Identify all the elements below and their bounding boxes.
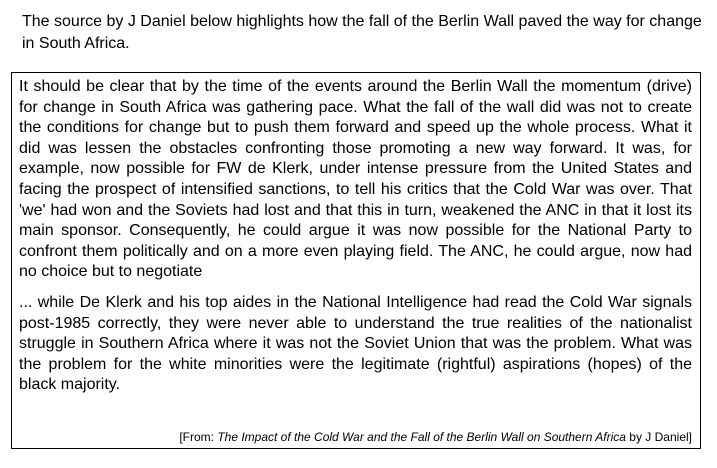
source-paragraph-2: ... while De Klerk and his top aides in the National Intelligence had read the Cold War signals post-1985 correctly, they were never able to understand the true realities of the nationalist struggle in Southern Africa where it was not the Soviet Union that was the problem. What was the problem for the white minorities were the legitimate (rightful) aspirations (hopes) of the black majority. — [19, 293, 692, 394]
intro-text: The source by J Daniel below highlights how the fall of the Berlin Wall paved the way for change in South Africa. — [22, 13, 702, 52]
citation-prefix: [From: — [179, 430, 218, 444]
citation-title: The Impact of the Cold War and the Fall of the Berlin Wall on Southern Africa — [217, 430, 626, 444]
source-paragraph-1: It should be clear that by the time of the events around the Berlin Wall the momentum (drive) for change in South Africa was gathering pace. What the fall of the wall did was not to create the conditions for change but to push them forward and speed up the whole process. What it did was lessen the obstacles confronting those promoting a new way forward. It was, for example, now possible for FW de Klerk, under intense pressure from the United States and facing the prospect of intensified sanctions, to tell his critics that the Cold War was over. That 'we' had won and the Soviets had lost and that this in turn, weakened the ANC in that it lost its main sponsor. Consequently, he could argue it was now possible for the National Party to confront them politically and on a more even playing field. The ANC, he could argue, now had no choice but to negotiate — [19, 78, 692, 281]
source-citation — [179, 429, 692, 445]
source-extract-box — [11, 72, 701, 449]
citation-suffix: by J Daniel] — [625, 430, 692, 444]
